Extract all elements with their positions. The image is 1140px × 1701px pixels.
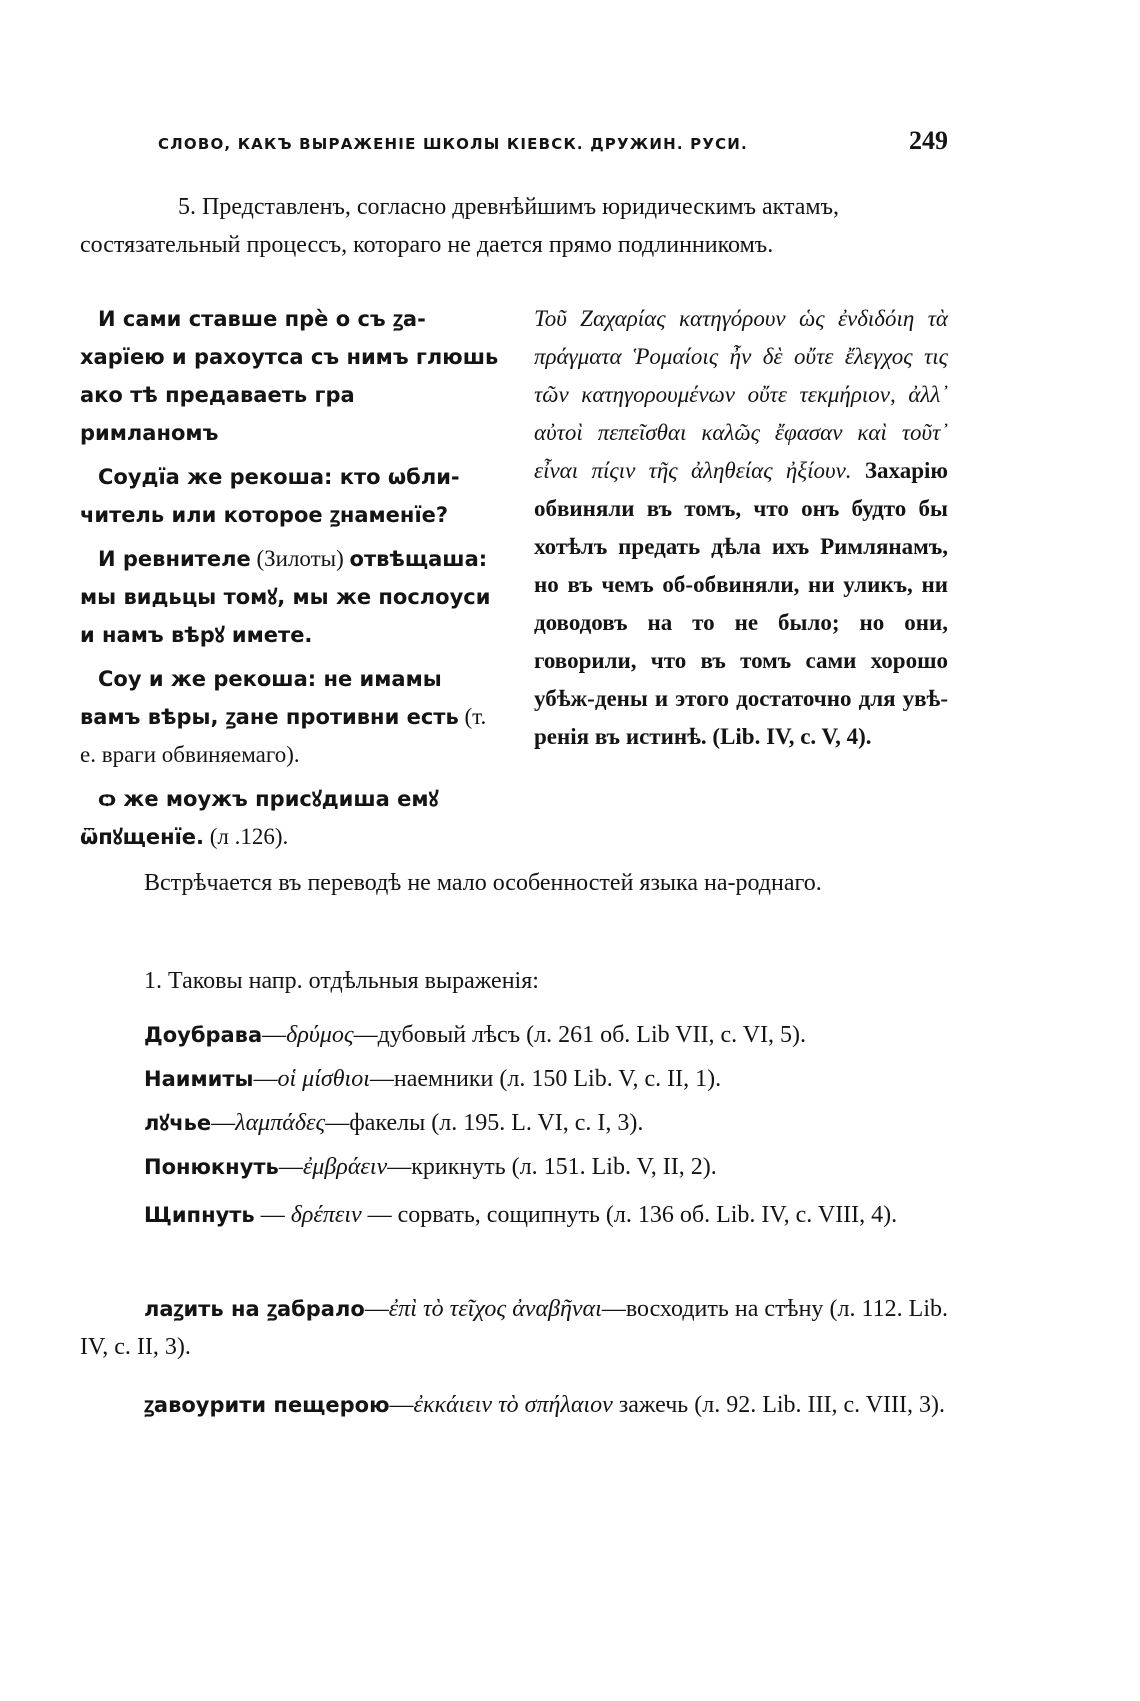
page-header: [158, 126, 948, 156]
slavonic-column: [80, 300, 500, 862]
gloss-ref: (л. 151. Lib. V, II, 2).: [511, 1154, 717, 1180]
slavonic-paragraph-4: [80, 660, 500, 774]
gloss-translation: дубовый лѣсъ: [377, 1022, 521, 1048]
gloss-translation: зажечь: [618, 1392, 689, 1418]
gloss-ref: (л. 136 об. Lib. IV,: [605, 1202, 790, 1228]
gloss-ref: c. VIII, 4).: [795, 1202, 898, 1228]
running-title: СЛОВО, КАКЪ ВЫРАЖЕНІЕ ШКОЛЫ КІЕВСК. ДРУЖИН. РУСИ.: [158, 135, 748, 153]
greek-text: Τοῦ Ζαχαρίας κατηγόρουν ὡς ἐνδιδόιη τὰ πράγματα Ῥομαίοις ἦν δὲ οὔτε ἔλεγχος τις τῶν κατηγορουμένων οὔτε τεκμήριον, ἀλλ᾽ αὐτοὶ πεπεῖσθαι καλῶς ἔφασαν καὶ τοῦτ᾽ εἶναι πίςιν τῆς ἀληθείας ἠξίουν.: [534, 306, 948, 483]
gloss-translation: крикнуть: [411, 1154, 506, 1180]
glossary-entry-long: [80, 1196, 948, 1234]
intro-line-1: 5. Представленъ, согласно древнѣйшимъ юридическимъ актамъ,: [178, 194, 840, 220]
gloss-term: лꙋчье: [144, 1111, 212, 1135]
gloss-ref: (л. 150 Lib. V, c. II, 1).: [499, 1066, 722, 1092]
slavonic-paragraph-3: [80, 540, 500, 654]
gloss-greek: ἐκκάιειν τὸ σπήλαιον: [413, 1392, 613, 1418]
glossary-entry: лꙋчье—λαμπάδες—факелы (л. 195. L. VI, c. I, 3).: [144, 1110, 644, 1136]
gloss-term: Доубрава: [144, 1023, 263, 1047]
gloss-term: Понюкнуть: [144, 1155, 279, 1179]
gloss-ref: (л. 261 об. Lib VII, c. VI, 5).: [526, 1022, 807, 1048]
slavonic-paragraph-1: [80, 300, 500, 452]
greek-paragraph: [534, 300, 948, 756]
gloss-greek: λαμπάδες: [235, 1110, 326, 1136]
slavonic-text: отвѣщаша: мы видьцы томꙋ, мы же послоуси и намъ вѣрꙋ имете.: [80, 547, 491, 647]
folio-ref: (л .126).: [209, 824, 289, 849]
slavonic-paragraph-5: [80, 780, 500, 856]
slavonic-text: Соу и же рекоша: не имамы вамъ вѣры, ꙁане противни есть: [80, 667, 459, 729]
slavonic-text: Соудїа же рекоша: кто ѡбли-читель или которое ꙁнаменїе?: [80, 465, 460, 527]
intro-paragraph: [80, 188, 948, 264]
slavonic-text: ѻ же моужъ присꙋдиша емꙋ ѿпꙋщенїе.: [80, 787, 439, 849]
slavonic-text: И ревнителе: [98, 547, 251, 571]
gloss-term: Наимиты: [144, 1067, 254, 1091]
entry-text: Щипнуть — δρέπειν — сорвать, сощипнуть (л. 136 об. Lib. IV, c. VIII, 4).: [144, 1202, 898, 1228]
gloss-ref: (л. 92. Lib.: [694, 1392, 802, 1418]
gloss-translation: сорвать, сощипнуть: [397, 1202, 600, 1228]
gloss-ref: (л. 112. Lib. IV, c. II, 3).: [80, 1296, 949, 1360]
entry-text: ꙁавоурити пещерою—ἐκκάιειν τὸ σπήλαιον зажечь (л. 92. Lib. III, c. VIII, 3).: [144, 1392, 946, 1418]
gloss-term: Щипнуть: [144, 1203, 255, 1227]
slavonic-paragraph-2: [80, 458, 500, 534]
item-text: 1. Таковы напр. отдѣльныя выраженія:: [144, 968, 539, 994]
gloss-ref: (л. 195. L. VI, c. I, 3).: [431, 1110, 644, 1136]
gloss-translation: факелы: [349, 1110, 426, 1136]
intro-line-2: состязательный процессъ, котораго не дается прямо подлинникомъ.: [80, 232, 774, 258]
gloss-greek: δρέπειν: [290, 1202, 362, 1228]
paren-note: (Зилоты): [256, 546, 344, 571]
glossary-entry: Наимиты—οἱ μίσθιοι—наемники (л. 150 Lib. V, c. II, 1).: [144, 1066, 722, 1092]
gloss-translation: восходить на стѣну: [625, 1296, 824, 1322]
paren-note: (т. е. враги обвиняемаго).: [80, 704, 487, 767]
slavonic-text: И сами ставше прѐ о съ ꙁа-харїею и рахоутса съ нимъ глюшь ако тѣ предаваеть гра римланомъ: [80, 307, 499, 445]
glossary-entry-long: [80, 1386, 948, 1424]
entry-text: лаꙁить на ꙁабрало—ἐπὶ τὸ τεῖχος ἀναβῆναι—восходить на стѣну (л. 112. Lib. IV, c. II, 3).: [80, 1296, 949, 1360]
section-paragraph: [80, 864, 948, 902]
glossary-entry: Доубрава—δρύμος—дубовый лѣсъ (л. 261 об. Lib VII, c. VI, 5).: [144, 1022, 807, 1048]
section-text: Встрѣчается въ переводѣ не мало особенностей языка на-роднаго.: [144, 870, 822, 896]
page-number: 249: [909, 126, 948, 155]
gloss-term: ꙁавоурити пещерою: [144, 1393, 390, 1417]
greek-russian-column: [534, 300, 948, 756]
russian-translation: Захарію обвиняли въ томъ, что онъ будто бы хотѣлъ предать дѣла ихъ Римлянамъ, но въ чемъ об-обвиняли, ни уликъ, ни доводовъ на то не было; но они, говорили, что въ томъ сами хорошо убѣж-дены и этого достаточно для увѣ-ренія въ истинѣ.: [534, 458, 948, 749]
gloss-ref: III, c. VIII, 3).: [807, 1392, 946, 1418]
glossary-entry-long: [80, 1290, 948, 1366]
gloss-greek: ἐπὶ τὸ τεῖχος ἀναβῆναι: [388, 1296, 602, 1322]
gloss-term: лаꙁить на ꙁабрало: [144, 1297, 365, 1321]
glossary-entry: Понюкнуть—ἐμβράειν—крикнуть (л. 151. Lib. V, II, 2).: [144, 1154, 717, 1180]
gloss-greek: ἐμβράειν: [302, 1154, 388, 1180]
gloss-greek: οἱ μίσθιοι: [277, 1066, 370, 1092]
gloss-translation: наемники: [393, 1066, 494, 1092]
lib-ref: (Lib. IV, c. V, 4).: [712, 724, 872, 749]
section-item-1: [80, 962, 948, 1000]
gloss-greek: δρύμος: [286, 1022, 354, 1048]
